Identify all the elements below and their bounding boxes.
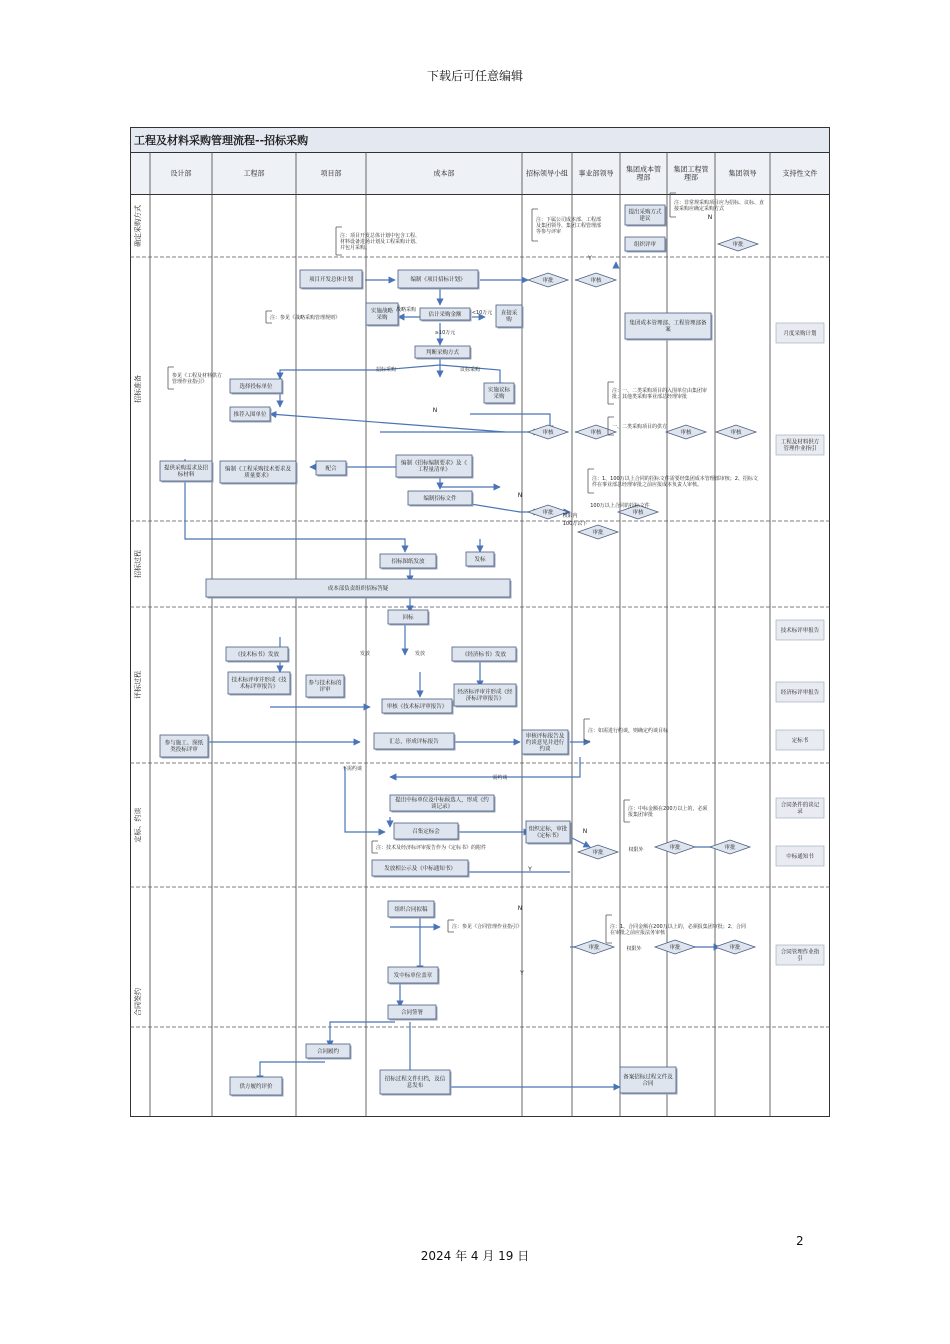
path-label-3 (396, 306, 416, 313)
process-n30 (526, 821, 572, 845)
decision-label-16: 审批 (732, 242, 744, 248)
process-n2 (398, 270, 480, 290)
support-doc-label-3: 技术标评审报告 (780, 627, 820, 634)
process-n9 (230, 407, 272, 423)
path-label-2 (435, 329, 456, 336)
decision-label-14: 审批 (669, 945, 681, 951)
page-header: 下载后可任意编辑 (426, 69, 523, 83)
note-text-note2: 注：下属公司成本部、工程部及集团领导、集团工程管理部等参与评审 (536, 216, 602, 235)
process-label-n37: 招标过程文件归档，及信息发布 (384, 1076, 446, 1090)
branch-mark-3 (583, 828, 588, 835)
branch-mark-text-7: Y (528, 866, 532, 873)
flowchart (130, 127, 830, 1117)
process-n7 (484, 383, 516, 405)
path-label-text-11: 需约谈 (492, 775, 508, 781)
support-doc-label-8: 合同管理作业指引 (780, 949, 820, 963)
chart-title: 工程及材料采购管理流程--招标采购 (134, 134, 309, 147)
branch-mark-6 (587, 255, 592, 262)
process-n26 (374, 733, 456, 751)
process-n20 (452, 647, 518, 663)
process-n22 (306, 675, 346, 699)
process-label-n6: 判断采购方式 (425, 349, 460, 356)
footer-date: 2024 年 4 月 19 日 (420, 1249, 530, 1263)
process-label-n33: 发中标单位盖章 (393, 972, 433, 979)
process-label-n17: 成本部负责组织招标答疑 (327, 585, 389, 592)
process-n40 (625, 205, 667, 227)
column-header-1: 设计部 (170, 169, 192, 178)
process-n28 (390, 795, 496, 813)
decision-label-13: 审批 (588, 945, 600, 951)
process-n23 (454, 684, 518, 708)
process-label-n3: 实施战略采购 (370, 308, 394, 322)
process-label-n13: 编制《招标编制要求》及《工程量清单》 (400, 460, 468, 474)
support-doc-5 (776, 730, 824, 750)
process-n39 (625, 313, 713, 341)
path-label-text-1: <10万元 (471, 310, 493, 316)
process-label-n36: 供方履约评价 (239, 1083, 273, 1090)
process-label-n8: 选择投标单位 (239, 383, 273, 390)
process-label-n1: 项目开发总体计划 (308, 276, 354, 283)
note-text-note5: 参见《工程及材料供方管理作业指引》 (172, 372, 223, 385)
note-text-note7: 一、二类采购项目的供方 (612, 423, 668, 430)
branch-mark-text-5: N (707, 214, 713, 221)
decision-label-2: 审核 (590, 278, 602, 284)
process-n11 (220, 461, 298, 485)
decision-label-1: 审批 (542, 278, 554, 284)
path-label-text-10: 不需约谈 (341, 766, 363, 772)
decision-label-6: 审核 (730, 430, 742, 436)
branch-mark-text-4: N (517, 905, 523, 912)
process-label-n38: 备案招标过程文件及合同 (623, 1074, 673, 1088)
process-n17 (206, 579, 512, 599)
process-n14 (408, 491, 474, 507)
column-header-4: 成本部 (433, 169, 455, 178)
process-n34 (388, 1005, 438, 1021)
decision-label-5: 审核 (680, 430, 692, 436)
process-n15 (380, 554, 438, 570)
decision-label-3: 审核 (542, 430, 554, 436)
process-n3 (366, 303, 400, 327)
path-label-text-3: 战略采购 (395, 307, 417, 313)
path-label-text-8: 发放 (359, 651, 371, 657)
process-n41 (625, 237, 667, 253)
flowchart-svg (130, 127, 830, 1117)
column-header-7: 集团成本管理部 (626, 165, 661, 182)
branch-mark-2 (518, 492, 523, 499)
process-label-n32: 组织合同拟稿 (394, 906, 428, 913)
path-label-text-5: 议标采购 (459, 367, 481, 373)
process-n4 (420, 308, 472, 322)
process-label-n21: 技术标评审并形成《技术标评审报告》 (231, 677, 287, 691)
process-n16 (466, 552, 496, 568)
decision-label-15: 审批 (729, 945, 741, 951)
branch-mark-text-6: Y (588, 255, 592, 262)
note-text-note1: 注：项目开发总体计划中包含工程、材料设备进场计划及工程采购计划、并包月采购。 (340, 232, 421, 251)
support-doc-label-7: 中标通知书 (786, 853, 814, 860)
support-doc-2 (776, 435, 824, 455)
support-doc-1 (776, 323, 824, 343)
lane-label-3: 招标过程 (134, 550, 142, 578)
support-doc-label-1: 月度采购计划 (783, 330, 817, 337)
path-label-10 (342, 765, 362, 772)
note-text-note6: 注：一、二类采购项目的入围单位由集团审批；其他类采购事业部总经理审批 (612, 387, 708, 400)
path-label-5 (460, 366, 480, 373)
process-label-n39: 集团成本管理部、工程管理部备案 (629, 320, 707, 334)
process-n21 (228, 672, 292, 696)
process-n19 (226, 647, 290, 663)
process-n25 (160, 735, 210, 759)
support-doc-6 (776, 798, 824, 818)
support-doc-7 (776, 846, 824, 866)
path-label-9 (415, 650, 425, 657)
branch-mark-8 (519, 970, 524, 977)
process-label-n10: 提供采购需求及招标材料 (163, 465, 209, 479)
branch-mark-1 (433, 407, 438, 414)
path-label-7 (563, 520, 588, 527)
column-header-5: 招标领导小组 (526, 169, 568, 178)
decision-label-11: 审批 (669, 845, 681, 851)
process-label-n19: 《技术标书》发放 (234, 651, 280, 658)
process-label-n29: 召集定标会 (412, 828, 440, 835)
support-doc-8 (776, 945, 824, 965)
note-text-note9: 注：如需进行约谈，则确定约谈目标 (588, 727, 669, 734)
process-label-n41: 组织评审 (633, 241, 657, 248)
process-n29 (394, 823, 460, 841)
process-n13 (396, 455, 474, 479)
process-n12 (316, 461, 348, 477)
path-label-text-12: 权限外 (628, 847, 644, 853)
process-label-n2: 编制《项目招标计划》 (410, 276, 466, 283)
note-text-note11: 注：技术及经济标评审报告作为《定标书》的附件 (376, 844, 487, 851)
process-n32 (388, 901, 436, 919)
column-header-9: 集团领导 (728, 169, 757, 178)
process-label-n18: 回标 (402, 614, 414, 621)
path-label-6 (590, 502, 650, 509)
process-label-n9: 推荐入围单位 (233, 411, 267, 418)
path-label-text-4: 招标采购 (375, 367, 397, 373)
lane-label-4: 评标过程 (134, 671, 142, 699)
decision-label-4: 审核 (590, 430, 602, 436)
process-n6 (415, 346, 472, 360)
path-label-13 (626, 945, 642, 952)
note-text-note3: 注：非常规采购项目应为招标、议标、直接采购应确定采购方式 (674, 199, 765, 212)
lane-label-1: 确定采购方式 (134, 205, 142, 247)
path-label-text-6: 100万以上合同的招标文件 (590, 503, 650, 509)
process-label-n34: 合同签署 (400, 1009, 424, 1016)
support-doc-label-4: 经济标评审报告 (780, 689, 820, 696)
process-label-n30: 组织定标，审批《定标书》 (528, 826, 568, 840)
process-n24 (382, 699, 454, 715)
branch-mark-text-3: N (582, 828, 588, 835)
process-label-n7: 实施议标采购 (487, 387, 511, 401)
page-number: 2 (796, 1234, 804, 1248)
process-label-n31: 发放相公示及《中标通知书》 (384, 865, 456, 872)
process-label-n28: 提出中标单位及中标候选人，形成《约谈记录》 (395, 797, 489, 811)
path-label-14 (562, 512, 577, 519)
column-header-10: 支持性文件 (782, 169, 818, 178)
process-label-n20: 《经济标书》发放 (461, 651, 507, 658)
branch-mark-text-1: N (432, 407, 438, 414)
column-header-6: 事业部领导 (578, 169, 614, 178)
note-text-note13: 注：1、合同金额在200万以上的，必须报集团审批；2、合同在审批之前应报法务审核 (610, 923, 746, 936)
path-label-1 (472, 309, 493, 316)
decision-label-10: 审批 (592, 850, 604, 856)
decision-label-7: 审批 (542, 510, 554, 516)
process-n37 (380, 1070, 452, 1096)
decision-label-9: 审批 (592, 530, 604, 536)
process-label-n35: 合同履约 (316, 1048, 340, 1055)
decision-label-12: 审批 (724, 845, 736, 851)
process-label-n22: 参与技术标的评审 (308, 680, 342, 694)
branch-mark-text-2: N (517, 492, 523, 499)
path-label-11 (492, 774, 507, 781)
path-label-4 (376, 366, 396, 373)
branch-mark-text-8: Y (520, 970, 524, 977)
process-label-n14: 编制招标文件 (423, 495, 457, 502)
support-doc-3 (776, 620, 824, 640)
path-label-text-9: 发放 (414, 651, 426, 657)
process-n5 (496, 305, 524, 329)
path-label-text-14: 权限内 (562, 513, 578, 519)
path-label-8 (360, 650, 370, 657)
note-text-note4: 注：参见《战略采购管理规则》 (270, 314, 341, 321)
process-label-n26: 汇总，形成评标报告 (389, 738, 439, 745)
column-header-8: 集团工程管理部 (673, 165, 709, 182)
process-label-n23: 经济标评审并形成《经济标评审报告》 (457, 689, 513, 703)
note-text-note12: 注：参见《合同管理作业指引》 (452, 923, 523, 930)
process-n18 (388, 610, 430, 626)
support-doc-label-5: 定标书 (791, 737, 809, 744)
process-n27 (522, 730, 570, 756)
path-label-text-7: 100万以下 (562, 521, 588, 527)
branch-mark-5 (708, 214, 713, 221)
decision-label-8: 审核 (632, 510, 644, 516)
note-text-note8: 注：1、100万以上合同的招标文件需要经集团成本管理部审核；2、招标文件在事业部总经理审批之前应报成本负责人审核。 (592, 475, 758, 488)
support-doc-label-2: 工程及材料供方管理作业指引 (780, 439, 820, 453)
support-doc-4 (776, 682, 824, 702)
path-label-12 (628, 846, 644, 853)
lane-label-5: 定标、约谈 (134, 807, 142, 843)
process-n35 (306, 1044, 352, 1060)
process-label-n27: 审核评标报告及约谈意见并进行约谈 (525, 733, 565, 753)
branch-mark-4 (518, 905, 523, 912)
process-label-n5: 直接采购 (500, 310, 518, 324)
process-label-n40: 提出采购方式建议 (628, 209, 662, 223)
path-label-text-13: 权限外 (626, 946, 642, 952)
process-n8 (230, 379, 284, 395)
lane-label-6: 合同签约 (134, 988, 142, 1016)
column-header-3: 项目部 (320, 169, 342, 178)
column-header-2: 工程部 (243, 169, 265, 178)
process-label-n15: 招标图纸发放 (391, 558, 425, 565)
process-n1 (300, 270, 364, 290)
process-label-n12: 配合 (325, 465, 337, 472)
process-label-n16: 发标 (474, 556, 486, 563)
branch-mark-7 (527, 866, 532, 873)
process-label-n25: 参与施工、图纸类投标评审 (164, 740, 204, 754)
process-n36 (230, 1077, 284, 1097)
process-label-n4: 估计采购金额 (428, 311, 462, 318)
process-n33 (388, 967, 440, 985)
path-label-text-2: ≥10万元 (434, 330, 456, 336)
support-doc-label-6: 合同条件的谈记录 (780, 802, 820, 816)
process-n31 (372, 860, 470, 878)
process-label-n11: 编制《工程采购技术要求及质量要求》 (224, 466, 292, 480)
note-text-note10: 注：中标金额在200万以上的，必须报集团审批 (628, 805, 708, 818)
process-n10 (160, 461, 214, 483)
process-n38 (620, 1067, 678, 1095)
process-label-n24: 审核《技术标评审报告》 (386, 703, 448, 710)
lane-label-2: 招标准备 (134, 375, 142, 403)
